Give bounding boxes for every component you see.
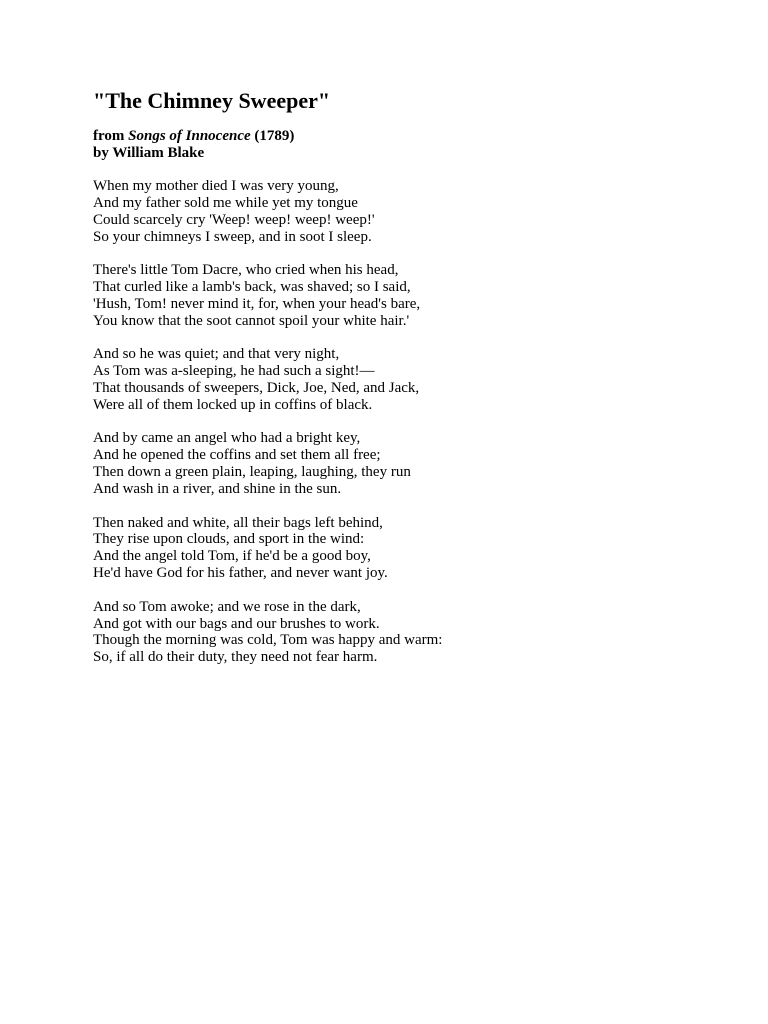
stanza [93,599,733,667]
verse-line: And by came an angel who had a bright key, [93,430,361,447]
source-line [93,128,733,145]
verse-line: That curled like a lamb's back, was shaved; so I said, [93,279,411,296]
verse-line: Then naked and white, all their bags left behind, [93,514,383,531]
verse-line: He'd have God for his father, and never want joy. [93,565,388,582]
source-book: Songs of Innocence [128,128,251,144]
source-prefix: from [93,128,125,144]
poem-byline [93,128,733,162]
verse-line: Could scarcely cry 'Weep! weep! weep! weep!' [93,211,375,228]
verse-line: They rise upon clouds, and sport in the wind: [93,531,365,548]
stanza [93,346,733,414]
verse-line: And got with our bags and our brushes to work. [93,615,380,632]
author-line: by William Blake [93,145,205,161]
verse-line: There's little Tom Dacre, who cried when his head, [93,262,399,279]
verse-line: And so Tom awoke; and we rose in the dark, [93,598,361,615]
verse-line: So your chimneys I sweep, and in soot I sleep. [93,228,372,245]
poem-title: "The Chimney Sweeper" [93,88,331,113]
verse-line: And my father sold me while yet my tongue [93,194,358,211]
verse-line: And so he was quiet; and that very night, [93,346,340,363]
stanza [93,515,733,583]
document-page [93,86,733,683]
stanza [93,430,733,498]
source-year: (1789) [254,128,295,144]
stanza [93,262,733,330]
verse-line: As Tom was a-sleeping, he had such a sight!— [93,363,375,380]
stanza [93,178,733,246]
verse-line: That thousands of sweepers, Dick, Joe, Ned, and Jack, [93,380,420,397]
verse-line: And he opened the coffins and set them all free; [93,447,381,464]
verse-line: Were all of them locked up in coffins of black. [93,396,373,413]
verse-line: You know that the soot cannot spoil your white hair.' [93,312,410,329]
verse-line: So, if all do their duty, they need not fear harm. [93,649,378,666]
verse-line: When my mother died I was very young, [93,178,339,194]
verse-line: Though the morning was cold, Tom was happy and warm: [93,632,443,649]
poem-body [93,178,733,666]
verse-line: And wash in a river, and shine in the sun. [93,481,342,498]
verse-line: Then down a green plain, leaping, laughing, they run [93,464,411,481]
verse-line: 'Hush, Tom! never mind it, for, when your head's bare, [93,295,421,312]
verse-line: And the angel told Tom, if he'd be a good boy, [93,548,371,565]
